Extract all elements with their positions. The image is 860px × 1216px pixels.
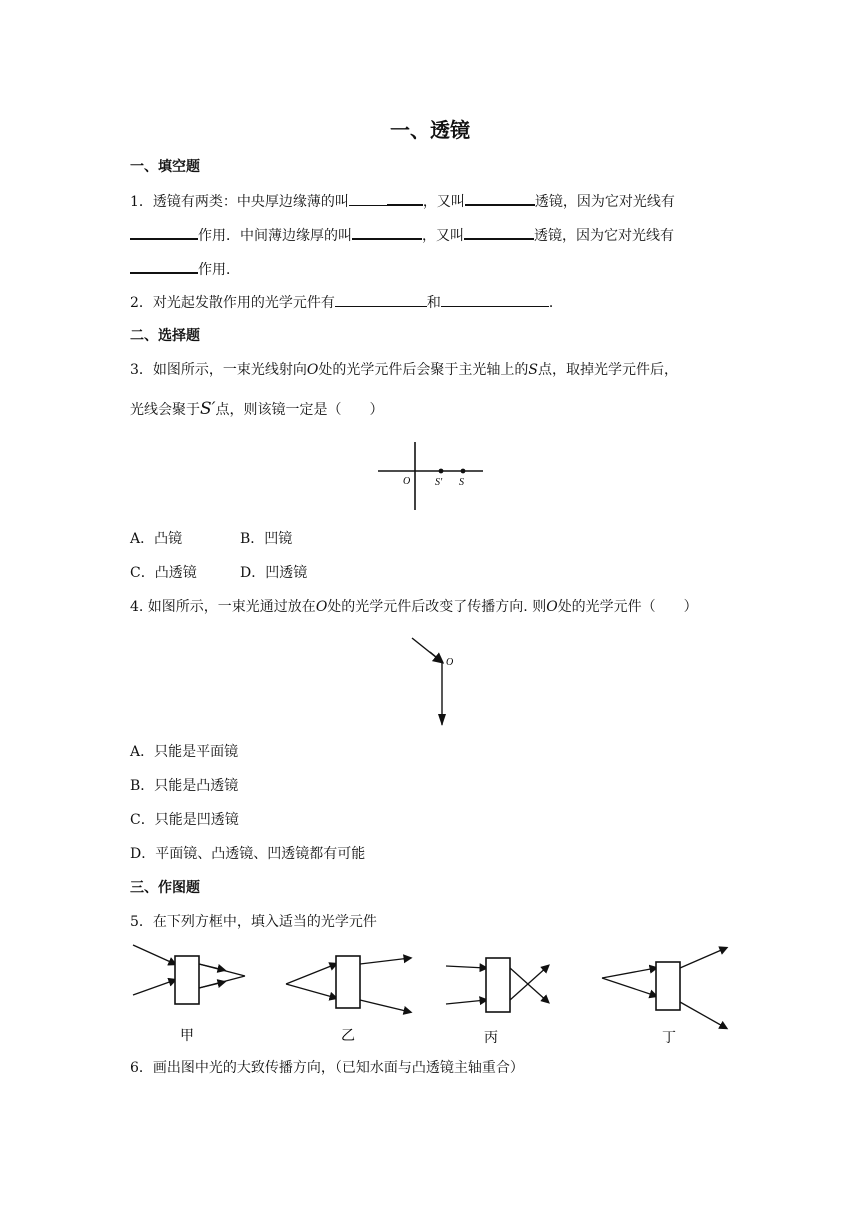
answer-blank[interactable] — [465, 190, 535, 206]
q4-symbol: O — [315, 599, 328, 615]
question-1-line-2 — [130, 224, 674, 246]
q1-text: ，又叫 — [422, 228, 464, 244]
q3-text: 点，取掉光学元件后， — [538, 362, 678, 378]
question-3-line-1 — [130, 360, 678, 380]
q3-text: 3．如图所示，一束光线射向 — [130, 362, 307, 378]
point-s-prime — [439, 469, 444, 474]
q4-option-a[interactable]: A．只能是平面镜 — [130, 744, 239, 760]
q3-text: 光线会聚于 — [130, 402, 200, 418]
option-d[interactable]: D．凹透镜 — [240, 565, 308, 581]
q4-text: 4. 如图所示，一束光通过放在 — [130, 599, 316, 615]
blank-box[interactable] — [656, 962, 680, 1010]
q3-options-row-2 — [130, 563, 307, 583]
q3-symbol: O — [306, 362, 319, 378]
blank-box[interactable] — [486, 958, 510, 1012]
q3-options-row-1 — [130, 529, 292, 549]
section-heading-draw: 三、作图题 — [130, 880, 200, 896]
answer-blank[interactable] — [441, 292, 549, 307]
option-b[interactable]: B．凹镜 — [240, 531, 293, 547]
diagram-yi — [286, 956, 410, 1044]
arrow-head — [438, 714, 446, 726]
q1-text: 1．透镜有两类：中央厚边缘薄的叫 — [130, 194, 349, 210]
q4-option-c[interactable]: C．只能是凹透镜 — [130, 812, 239, 828]
answer-blank[interactable] — [352, 224, 422, 240]
question-3-line-2 — [130, 399, 384, 420]
label-ding: 丁 — [662, 1031, 676, 1046]
q1-text: 作用．中间薄边缘厚的叫 — [198, 228, 352, 244]
q4-text: 处的光学元件后改变了传播方向. 则 — [327, 599, 547, 615]
figure-q3-optics — [370, 440, 490, 515]
q4-option-b[interactable]: B．只能是凸透镜 — [130, 778, 239, 794]
blank-box[interactable] — [175, 956, 199, 1004]
label-bing: 丙 — [484, 1031, 498, 1046]
q1-text: 透镜，因为它对光线有 — [534, 228, 674, 244]
q4-option-d[interactable]: D．平面镜、凸透镜、凹透镜都有可能 — [130, 846, 366, 862]
section-heading-fill: 一、填空题 — [130, 159, 200, 175]
diagram-ding — [602, 948, 726, 1046]
label-o: O — [403, 476, 411, 487]
q3-text: 点，则该镜一定是（ ） — [215, 402, 384, 418]
option-c[interactable]: C．凸透镜 — [130, 565, 197, 581]
q4-text: 处的光学元件（ ） — [557, 599, 698, 615]
answer-blank[interactable] — [335, 292, 427, 307]
label-s-prime: S′ — [435, 477, 443, 488]
diagram-jia — [133, 945, 245, 1044]
q1-text: 作用． — [198, 262, 240, 278]
question-5: 5．在下列方框中，填入适当的光学元件 — [130, 914, 377, 930]
q2-text: 和 — [426, 295, 441, 311]
answer-blank[interactable] — [130, 258, 198, 274]
answer-blank[interactable] — [464, 224, 534, 240]
figure-q5-boxes — [128, 940, 733, 1050]
point-s — [461, 469, 466, 474]
figure-q4-light-path — [400, 630, 470, 730]
diagram-bing — [446, 958, 548, 1046]
q2-text: ． — [548, 295, 563, 311]
question-1-line-1 — [130, 190, 675, 212]
q3-symbol: S — [528, 362, 538, 378]
section-heading-choice: 二、选择题 — [130, 328, 200, 344]
q3-symbol: S′ — [200, 399, 216, 419]
question-1-line-3 — [130, 258, 240, 280]
option-a[interactable]: A．凸镜 — [130, 531, 183, 547]
blank-box[interactable] — [336, 956, 360, 1008]
page-title: 一、透镜 — [390, 118, 470, 142]
q1-text: ，又叫 — [422, 194, 465, 210]
question-6: 6．画出图中光的大致传播方向，（已知水面与凸透镜主轴重合） — [130, 1060, 524, 1076]
answer-blank[interactable] — [349, 191, 387, 206]
q2-text: 2．对光起发散作用的光学元件有 — [130, 295, 335, 311]
q3-text: 处的光学元件后会聚于主光轴上的 — [318, 362, 529, 378]
label-s: S — [459, 477, 464, 488]
question-2 — [130, 292, 563, 313]
label-yi: 乙 — [341, 1029, 355, 1044]
answer-blank[interactable] — [387, 190, 423, 206]
q4-symbol: O — [546, 599, 558, 615]
question-4 — [130, 597, 698, 617]
label-jia: 甲 — [180, 1029, 194, 1044]
answer-blank[interactable] — [130, 224, 198, 240]
q1-text: 透镜，因为它对光线有 — [534, 194, 675, 210]
label-o: O — [446, 657, 454, 668]
